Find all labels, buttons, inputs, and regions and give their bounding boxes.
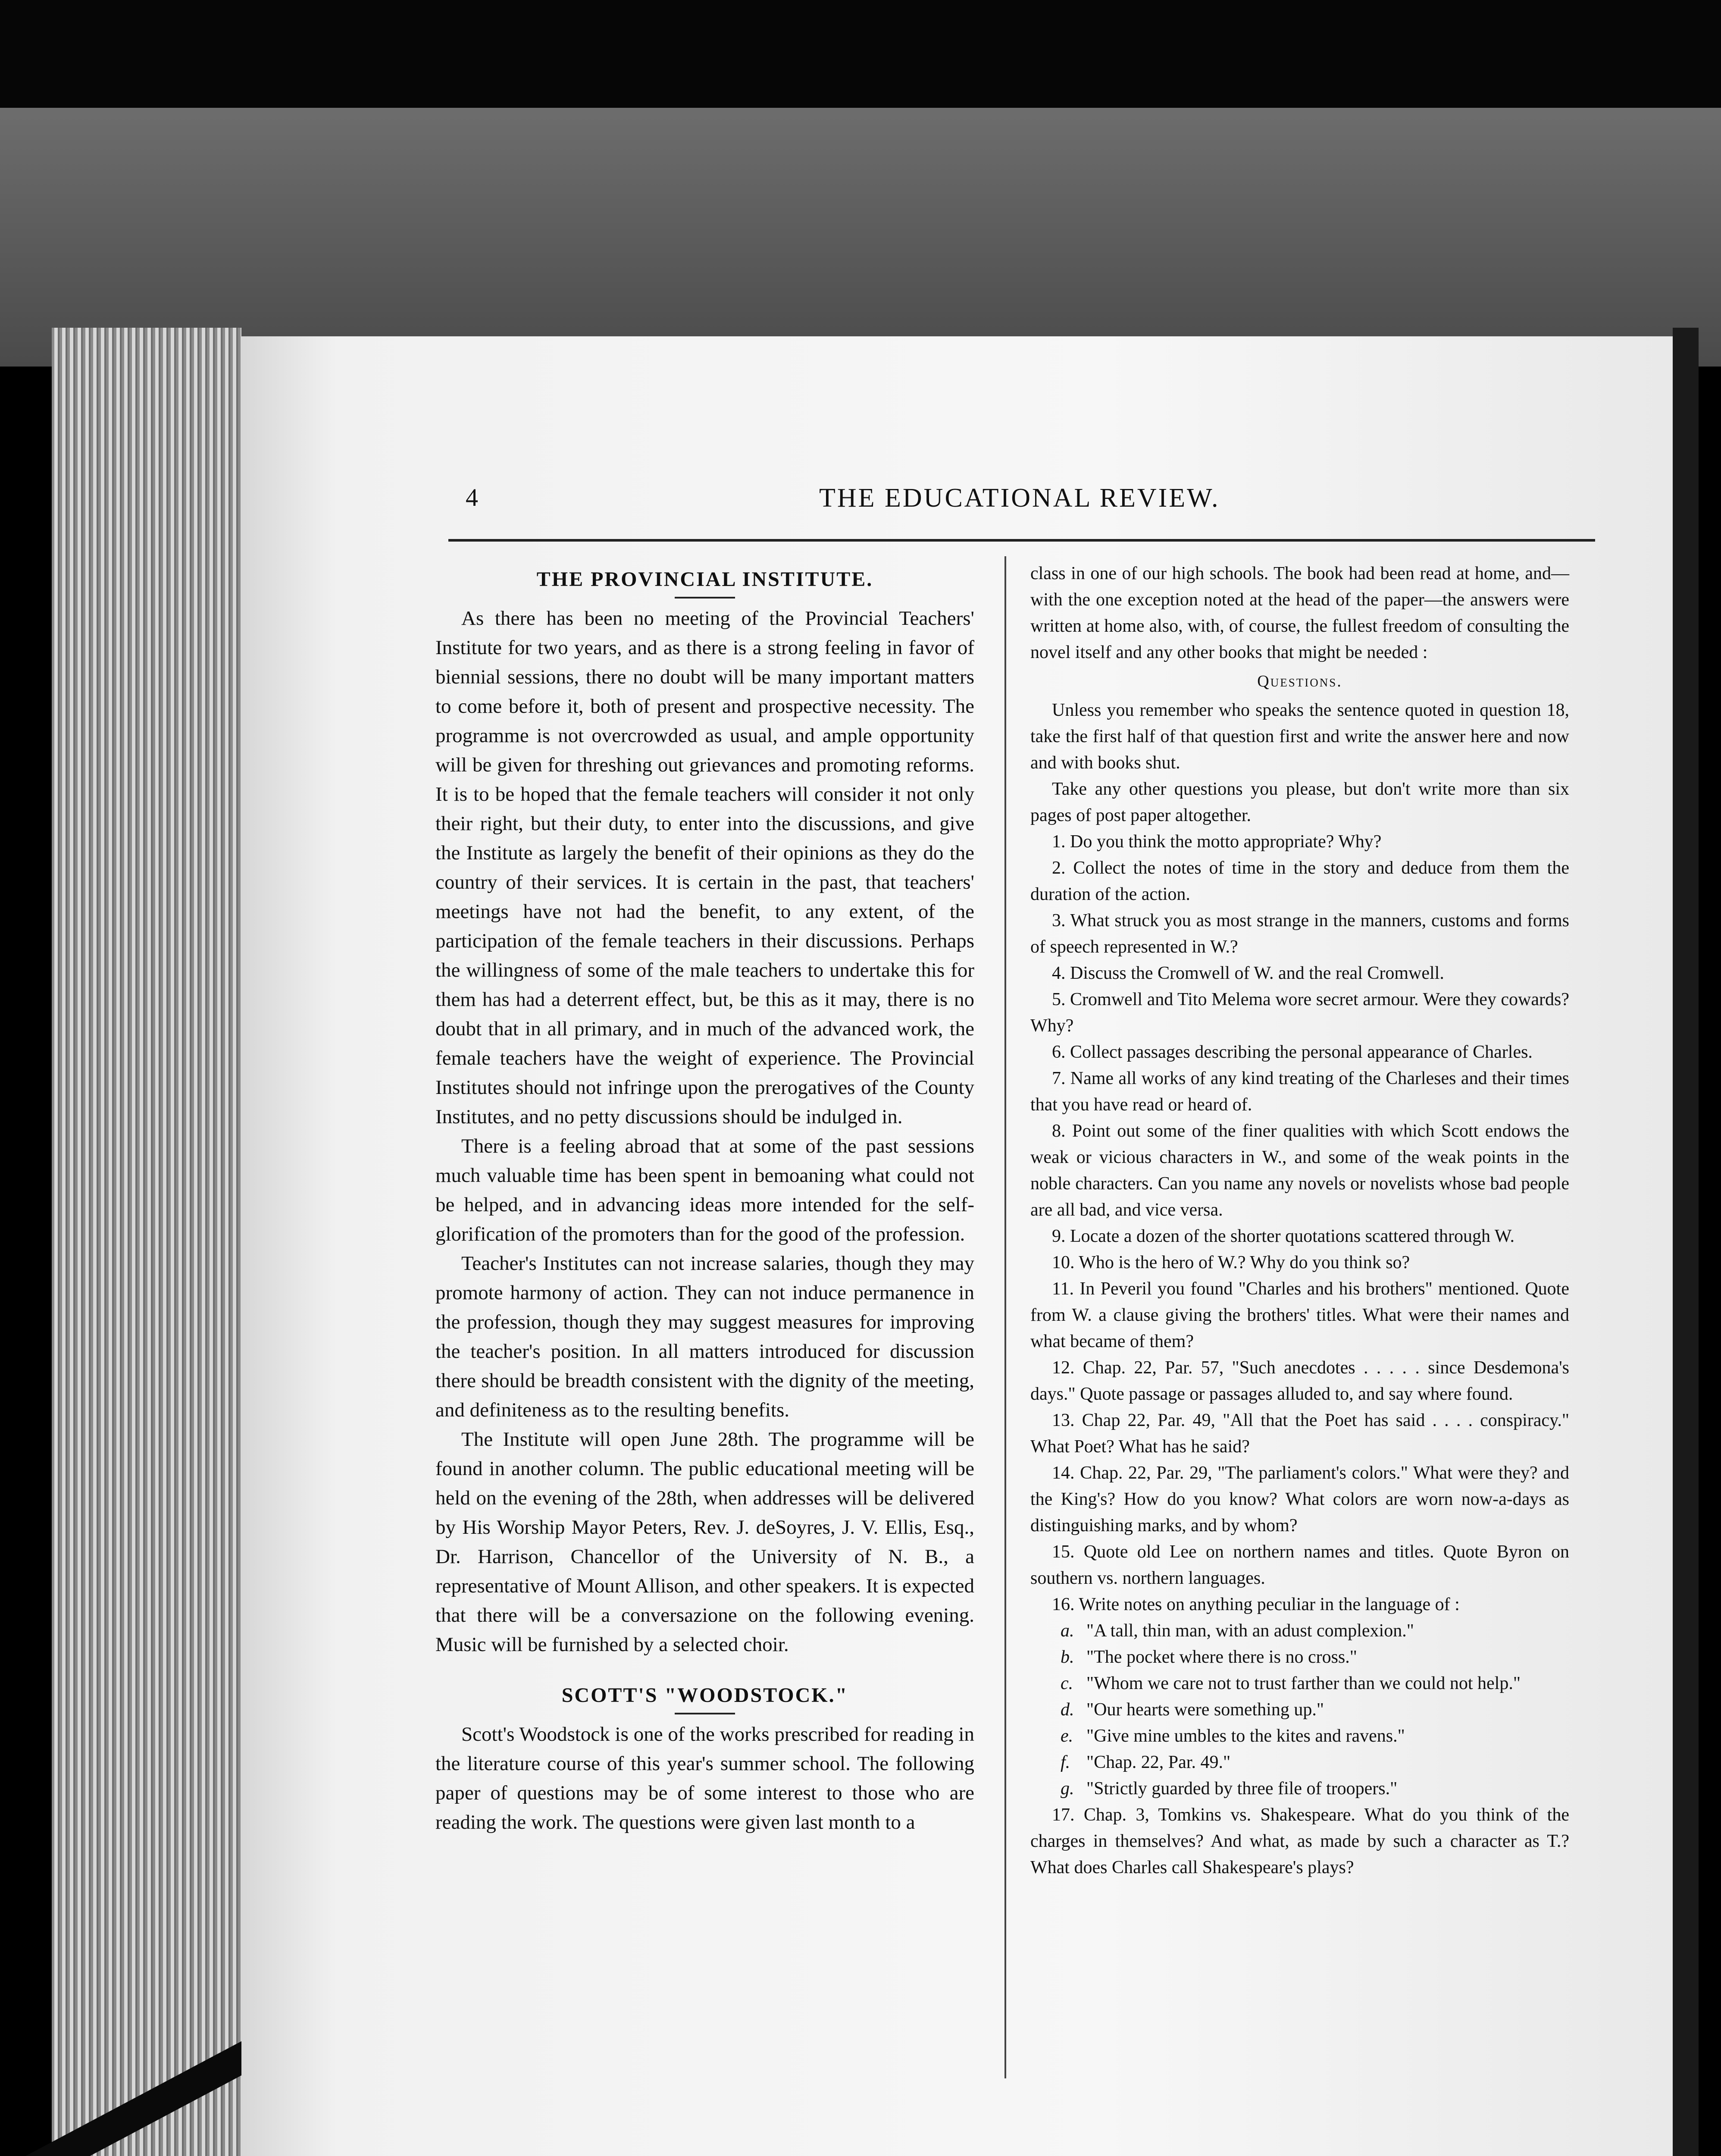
sub-item bbox=[1030, 1670, 1569, 1697]
question: 5. Cromwell and Tito Melema wore secret armour. Were they cowards? Why? bbox=[1030, 990, 1569, 1036]
sub-item bbox=[1030, 1776, 1569, 1802]
question: 13. Chap 22, Par. 49, "All that the Poet has said . . . . conspiracy." What Poet? What has he said? bbox=[1030, 1410, 1569, 1457]
sub-item bbox=[1030, 1697, 1569, 1723]
sub-item-letter: b. bbox=[1061, 1647, 1074, 1667]
sub-item-text: "Strictly guarded by three file of troopers." bbox=[1086, 1779, 1398, 1799]
paragraph: The Institute will open June 28th. The programme will be found in another column. The public educational meeting will be held on the evening of the 28th, when addresses will be delivered by His Worship Mayor Peters, Rev. J. deSoyres, J. V. Ellis, Esq., Dr. Harrison, Chancellor of the University of N. B., a representative of Mount Allison, and other speakers. It is expected that there will be a conversazione on the following evening. Music will be furnished by a selected choir. bbox=[435, 1428, 974, 1656]
question: 2. Collect the notes of time in the story and deduce from them the duration of the action. bbox=[1030, 858, 1569, 904]
sub-item-letter: e. bbox=[1061, 1726, 1073, 1746]
paragraph-continuation: class in one of our high schools. The book had been read at home, and—with the one exception noted at the head of the paper—the answers were written at home also, with, of course, the fullest freedom of consulting the novel itself and any other books that might be needed : bbox=[1030, 564, 1569, 662]
question: 10. Who is the hero of W.? Why do you think so? bbox=[1052, 1253, 1410, 1272]
scan-top-band bbox=[0, 0, 1721, 108]
question: 9. Locate a dozen of the shorter quotations scattered through W. bbox=[1052, 1226, 1515, 1246]
question: 7. Name all works of any kind treating of the Charleses and their times that you have read or heard of. bbox=[1030, 1069, 1569, 1115]
question: 12. Chap. 22, Par. 57, "Such anecdotes . . . . . since Desdemona's days." Quote passage or passages alluded to, and say where found. bbox=[1030, 1358, 1569, 1404]
sub-item bbox=[1030, 1644, 1569, 1670]
sub-item bbox=[1030, 1723, 1569, 1749]
running-head: THE EDUCATIONAL REVIEW. bbox=[819, 483, 1220, 513]
spacer bbox=[435, 1659, 974, 1677]
section-title-provincial-institute: THE PROVINCIAL INSTITUTE. bbox=[536, 568, 873, 591]
question: 8. Point out some of the finer qualities with which Scott endows the weak or vicious characters in W., and some of the weak points in the noble characters. Can you name any novels or novelists whose bad people are all bad, and vice versa. bbox=[1030, 1121, 1569, 1220]
question: 14. Chap. 22, Par. 29, "The parliament's colors." What were they? and the King's? How do you know? What colors are worn now-a-days as distinguishing marks, and by whom? bbox=[1030, 1463, 1569, 1536]
paragraph: As there has been no meeting of the Provincial Teachers' Institute for two years, and as there is a strong feeling in favor of biennial sessions, there no doubt will be many important matters to come before it, both of present and prospective necessity. The programme is not overcrowded as usual, and ample opportunity will be given for threshing out grievances and promoting reforms. It is to be hoped that the female teachers will consider it not only their right, but their duty, to enter into the discussions, and give the Institute as largely the benefit of their opinions as they do the country of their services. It is certain in the past, that teachers' meetings have not had the benefit, to any extent, of the participation of the female teachers in their discussions. Perhaps the willingness of some of the male teachers to undertake this for them has had a deterrent effect, but, be this as it may, there is no doubt that in all primary, and in much of the advanced work, the female teachers have the weight of experience. The Provincial Institutes should not infringe upon the prerogatives of the County Institutes, and no petty discussions should be indulged in. bbox=[435, 607, 974, 1128]
paragraph: Teacher's Institutes can not increase salaries, though they may promote harmony of action. They can not induce permanence in the profession, though they may suggest measures for improving the teacher's position. In all matters introduced for discussion there should be breadth consistent with the dignity of the meeting, and definiteness as to the resulting benefits. bbox=[435, 1252, 974, 1421]
page-number: 4 bbox=[466, 483, 478, 511]
instruction: Unless you remember who speaks the sentence quoted in question 18, take the first half of that question first and write the answer here and now and with books shut. bbox=[1030, 700, 1569, 773]
sub-item-text: "The pocket where there is no cross." bbox=[1086, 1647, 1357, 1667]
question: 1. Do you think the motto appropriate? Why? bbox=[1052, 832, 1382, 852]
paragraph: There is a feeling abroad that at some of the past sessions much valuable time has been spent in bemoaning what could not be helped, and in advancing ideas more intended for the self-glorification of the promoters than for the good of the profession. bbox=[435, 1135, 974, 1245]
sub-item-text: "Our hearts were something up." bbox=[1086, 1700, 1324, 1720]
book-page-edges bbox=[52, 328, 241, 2156]
sub-item-text: "Give mine umbles to the kites and ravens." bbox=[1086, 1726, 1405, 1746]
section-title-woodstock: SCOTT'S "WOODSTOCK." bbox=[561, 1684, 848, 1707]
instruction: Take any other questions you please, but don't write more than six pages of post paper altogether. bbox=[1030, 779, 1569, 825]
question: 3. What struck you as most strange in the manners, customs and forms of speech represented in W.? bbox=[1030, 911, 1569, 957]
sub-item-text: "A tall, thin man, with an adust complexion." bbox=[1086, 1621, 1414, 1641]
question: 11. In Peveril you found "Charles and his brothers" mentioned. Quote from W. a clause giving the brothers' titles. What were their names and what became of them? bbox=[1030, 1279, 1569, 1351]
sub-item-letter: c. bbox=[1061, 1673, 1073, 1693]
column-divider bbox=[1004, 556, 1006, 2078]
scan-grey-band bbox=[0, 108, 1721, 367]
header-rule bbox=[448, 539, 1595, 542]
question: 6. Collect passages describing the personal appearance of Charles. bbox=[1052, 1042, 1533, 1062]
question: 16. Write notes on anything peculiar in the language of : bbox=[1052, 1595, 1460, 1614]
sub-item-letter: a. bbox=[1061, 1621, 1074, 1641]
question: 4. Discuss the Cromwell of W. and the real Cromwell. bbox=[1052, 963, 1444, 983]
title-rule bbox=[675, 597, 735, 599]
sub-item bbox=[1030, 1618, 1569, 1644]
right-column bbox=[1030, 561, 1569, 1881]
sub-item-letter: f. bbox=[1061, 1752, 1070, 1772]
book-board bbox=[1673, 328, 1699, 2156]
sub-item-letter: d. bbox=[1061, 1700, 1074, 1720]
sub-item bbox=[1030, 1749, 1569, 1776]
sub-item-text: "Chap. 22, Par. 49." bbox=[1086, 1752, 1231, 1772]
title-rule bbox=[675, 1713, 735, 1714]
questions-heading: Questions. bbox=[1257, 672, 1342, 690]
question: 15. Quote old Lee on northern names and titles. Quote Byron on southern vs. northern languages. bbox=[1030, 1542, 1569, 1588]
sub-item-letter: g. bbox=[1061, 1779, 1074, 1799]
paragraph: Scott's Woodstock is one of the works prescribed for reading in the literature course of this year's summer school. The following paper of questions may be of some interest to those who are reading the work. The questions were given last month to a bbox=[435, 1723, 974, 1833]
question: 17. Chap. 3, Tomkins vs. Shakespeare. What do you think of the charges in themselves? And what, as made by such a character as T.? What does Charles call Shakespeare's plays? bbox=[1030, 1805, 1569, 1877]
left-column bbox=[435, 561, 974, 1837]
sub-item-text: "Whom we care not to trust farther than we could not help." bbox=[1086, 1673, 1521, 1693]
